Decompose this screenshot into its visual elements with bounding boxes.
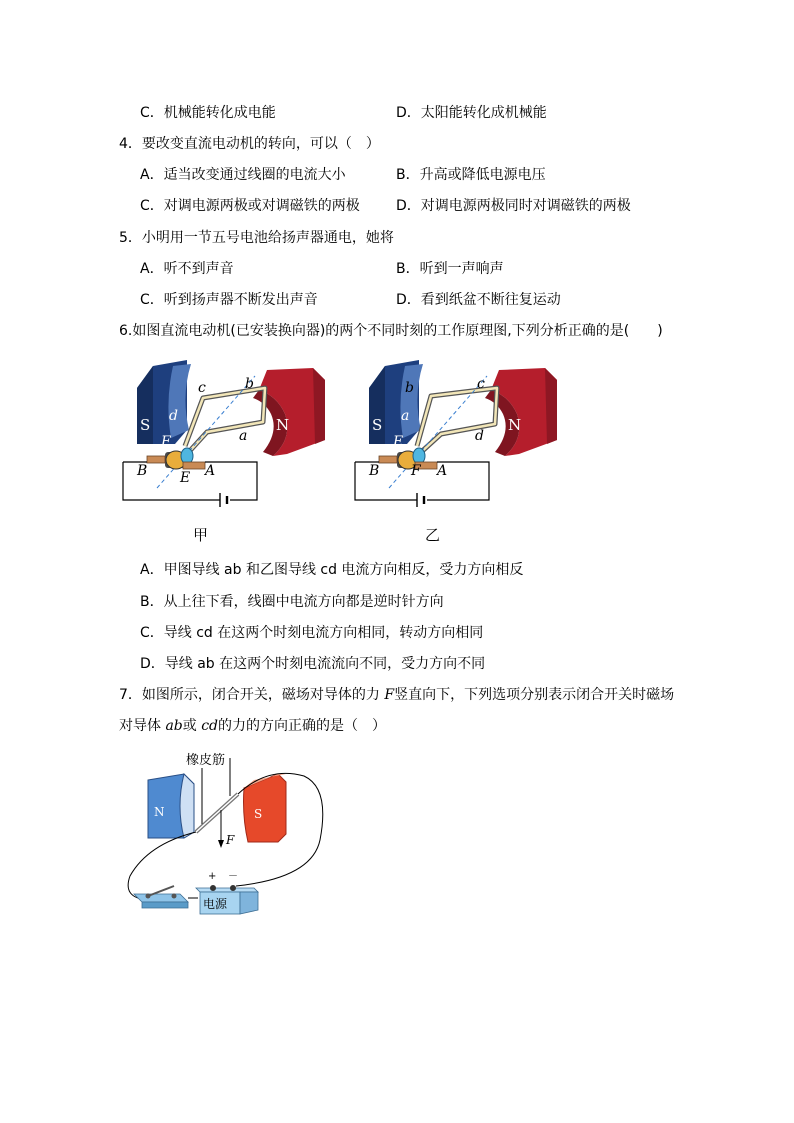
- label-c: c: [477, 376, 485, 392]
- q6-option-d: D．导线 ab 在这两个时刻电流流向不同，受力方向不同: [140, 656, 486, 672]
- label-a: a: [401, 408, 410, 424]
- q6-option-c: C．导线 cd 在这两个时刻电流方向相同，转动方向相同: [140, 625, 484, 641]
- label-e: E: [180, 470, 191, 486]
- q6-stem: 6.如图直流电动机(已安装换向器)的两个不同时刻的工作原理图,下列分析正确的是( ): [119, 323, 663, 339]
- figure-caption-jia: 甲: [193, 526, 209, 544]
- label-f: F: [161, 434, 171, 450]
- q5-option-d: D．看到纸盆不断往复运动: [396, 292, 561, 308]
- label-d: d: [169, 408, 178, 424]
- label-b: b: [245, 376, 254, 392]
- q5-option-a: A．听不到声音: [140, 261, 234, 277]
- q6-option-a: A．甲图导线 ab 和乙图导线 cd 电流方向相反，受力方向相反: [140, 562, 524, 578]
- plus-terminal: +: [208, 871, 217, 882]
- minus-terminal: －: [228, 871, 238, 882]
- rubber-band-label: 橡皮筋: [186, 753, 226, 768]
- q4-stem: 4．要改变直流电动机的转向，可以（ ）: [119, 136, 380, 152]
- q5-stem: 5．小明用一节五号电池给扬声器通电，她将: [119, 230, 394, 246]
- label-a: a: [239, 428, 248, 444]
- brush-b: [379, 456, 397, 463]
- magnet-conductor-diagram: [118, 748, 333, 923]
- pole-label-n: N: [276, 416, 290, 434]
- pole-label-s: S: [254, 807, 263, 821]
- pole-label-n: N: [154, 805, 165, 819]
- figure-caption-yi: 乙: [425, 526, 441, 544]
- label-e: E: [393, 434, 404, 450]
- q5-option-c: C．听到扬声器不断发出声音: [140, 292, 318, 308]
- q4-option-c: C．对调电源两极或对调磁铁的两极: [140, 198, 360, 214]
- q6-option-b: B．从上往下看，线圈中电流方向都是逆时针方向: [140, 594, 444, 610]
- label-b-brush: B: [137, 463, 148, 479]
- force-label: F: [226, 833, 235, 847]
- label-f: F: [411, 463, 421, 479]
- motor-diagram-left: [115, 358, 330, 548]
- label-b: b: [405, 380, 414, 396]
- label-a-brush: A: [205, 463, 216, 479]
- label-a-brush: A: [437, 463, 448, 479]
- q4-option-d: D．对调电源两极同时对调磁铁的两极: [396, 198, 631, 214]
- q4-option-b: B．升高或降低电源电压: [396, 167, 546, 183]
- q7-stem-line1: 7．如图所示，闭合开关，磁场对导体的力 F竖直向下，下列选项分别表示闭合开关时磁场: [119, 687, 675, 703]
- label-c: c: [198, 380, 206, 396]
- pole-label-n: N: [508, 416, 522, 434]
- brush-b: [147, 456, 165, 463]
- motor-diagram-right: [347, 358, 562, 548]
- power-label: 电源: [203, 897, 228, 911]
- pole-label-s: S: [140, 416, 151, 434]
- switch: [134, 886, 188, 908]
- brush-a: [183, 462, 205, 469]
- label-b-brush: B: [369, 463, 380, 479]
- q5-option-b: B．听到一声响声: [396, 261, 504, 277]
- pole-label-s: S: [372, 416, 383, 434]
- q4-option-a: A．适当改变通过线圈的电流大小: [140, 167, 346, 183]
- label-d: d: [475, 428, 484, 444]
- q3-option-c: C．机械能转化成电能: [140, 105, 276, 121]
- q7-stem-line2: 对导体 ab或 cd的力的方向正确的是（ ）: [119, 718, 387, 734]
- q3-option-d: D．太阳能转化成机械能: [396, 105, 547, 121]
